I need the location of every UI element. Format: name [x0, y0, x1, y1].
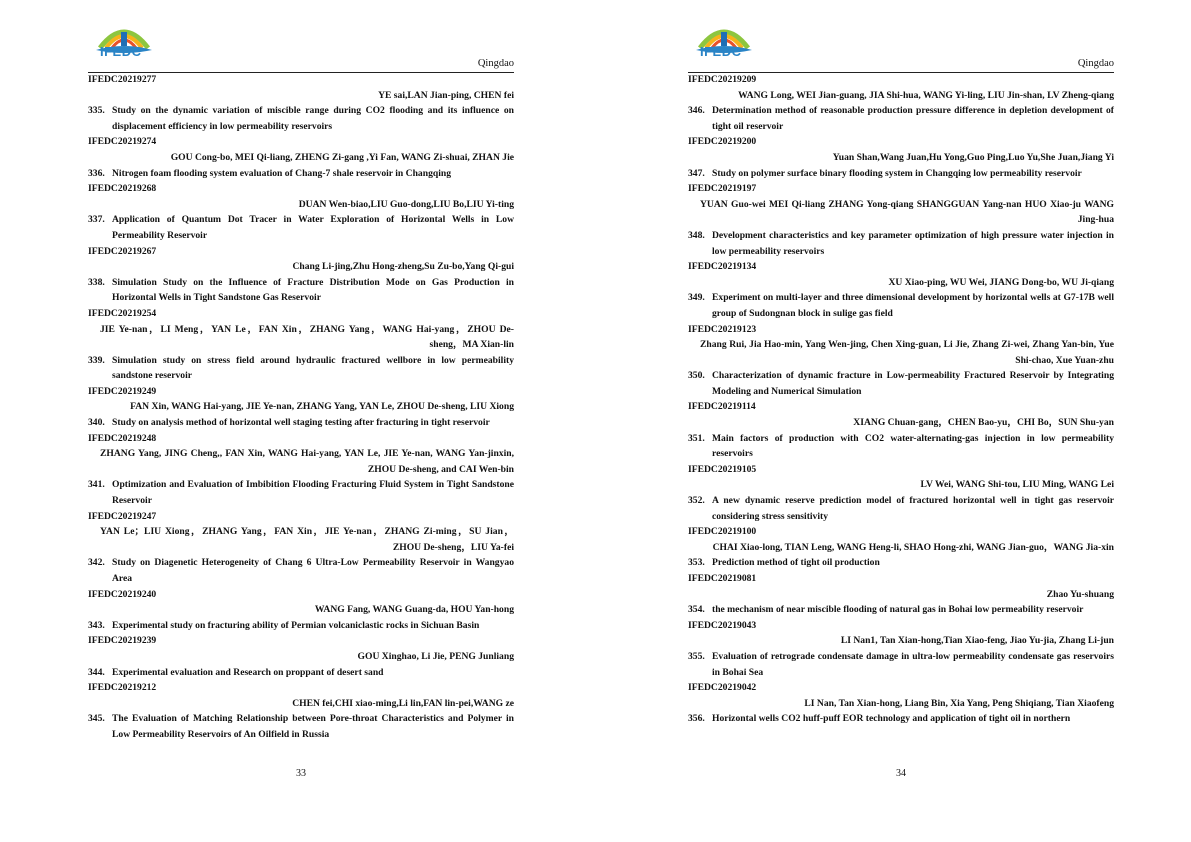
paper-title-text: Evaluation of retrograde condensate damage in ultra-low permeability condensate gas reservoirs in Bohai Sea [712, 650, 1114, 678]
author-list: ZHANG Yang, JING Cheng,, FAN Xin, WANG Hai-yang, YAN Le, JIE Ye-nan, WANG Yan-jinxin, ZHOU De-sheng, and CAI Wen-bin [100, 448, 514, 475]
paper-title [688, 602, 1114, 618]
paper-code: IFEDC20219267 [88, 245, 157, 257]
paper-title [688, 711, 1114, 727]
paper-code: IFEDC20219277 [88, 74, 157, 85]
paper-number: 354. [688, 604, 705, 616]
author-list: GOU Xinghao, Li Jie, PENG Junliang [357, 650, 514, 662]
author-list: YUAN Guo-wei MEI Qi-liang ZHANG Yong-qiang SHANGGUAN Yang-nan HUO Xiao-ju WANG Jing-hua [700, 198, 1114, 226]
paper-code: IFEDC20219105 [688, 463, 757, 475]
paper-title [88, 275, 514, 306]
paper-code: IFEDC20219254 [88, 307, 157, 319]
paper-title-text: Experimental evaluation and Research on proppant of desert sand [112, 666, 384, 678]
paper-number: 345. [88, 713, 105, 725]
paper-title-text: Simulation study on stress field around hydraulic fractured wellbore in low permeability sandstone reservoir [112, 354, 514, 382]
paper-title-text: The Evaluation of Matching Relationship between Pore-throat Characteristics and Polymer in Low Permeability Reservoirs of An Oilfield in Russia [112, 713, 514, 740]
entry-list [688, 72, 1114, 727]
paper-code: IFEDC20219249 [88, 385, 157, 397]
paper-code: IFEDC20219274 [88, 136, 157, 148]
paper-title-text: Simulation Study on the Influence of Fracture Distribution Mode on Gas Production in Horizontal Wells in Tight Sandstone Gas Reservoir [112, 276, 514, 304]
paper-title [688, 166, 1114, 182]
paper-number: 350. [688, 370, 705, 382]
paper-title-text: Study on analysis method of horizontal well staging testing after fracturing in tight reservoir [112, 417, 490, 429]
paper-title [688, 493, 1114, 524]
paper-title [88, 212, 514, 243]
paper-title [88, 103, 514, 134]
author-list: XIANG Chuan-gang，CHEN Bao-yu，CHI Bo，SUN Shu-yan [853, 417, 1114, 429]
paper-number: 353. [688, 557, 705, 569]
page-number: 33 [296, 768, 306, 779]
header-city: Qingdao [477, 58, 514, 69]
author-list: YE sai,LAN Jian-ping, CHEN fei [378, 89, 514, 101]
paper-code: IFEDC20219200 [688, 136, 757, 148]
author-list: DUAN Wen-biao,LIU Guo-dong,LIU Bo,LIU Yi-ting [298, 198, 514, 210]
paper-number: 346. [688, 105, 705, 117]
paper-title-text: Experiment on multi-layer and three dimensional development by horizontal wells at G7-17B well group of Sudongnan block in sulige gas field [712, 292, 1114, 319]
paper-title-text: Study on polymer surface binary flooding system in Changqing low permeability reservoir [712, 167, 1082, 179]
author-list: Zhang Rui, Jia Hao-min, Yang Wen-jing, Chen Xing-guan, Li Jie, Zhang Zi-wei, Zhang Yan-bin, Yue Shi-chao, Xue Yuan-zhu [700, 339, 1114, 366]
author-list: Chang Li-jing,Zhu Hong-zheng,Su Zu-bo,Yang Qi-gui [292, 261, 514, 273]
paper-title [88, 353, 514, 384]
paper-title [688, 228, 1114, 259]
paper-code: IFEDC20219239 [88, 635, 157, 647]
paper-number: 336. [88, 167, 105, 179]
paper-title [688, 431, 1114, 462]
paper-number: 344. [88, 666, 105, 678]
author-list: CHEN fei,CHI xiao-ming,Li lin,FAN lin-pei,WANG ze [292, 697, 514, 709]
paper-code: IFEDC20219240 [88, 588, 157, 600]
paper-number: 347. [688, 167, 705, 179]
author-list: CHAI Xiao-long, TIAN Leng, WANG Heng-li, SHAO Hong-zhi, WANG Jian-guo，WANG Jia-xin [712, 541, 1114, 553]
author-list: LI Nan1, Tan Xian-hong,Tian Xiao-feng, Jiao Yu-jia, Zhang Li-jun [840, 635, 1114, 647]
paper-title [688, 103, 1114, 134]
paper-number: 355. [688, 650, 705, 662]
author-list: WANG Fang, WANG Guang-da, HOU Yan-hong [314, 604, 514, 616]
paper-title-text: Study on the dynamic variation of miscible range during CO2 flooding and its influence on displacement efficiency in low permeability reservoirs [112, 105, 514, 132]
paper-title-text: Horizontal wells CO2 huff-puff EOR technology and application of tight oil in northern [712, 713, 1071, 725]
author-list: XU Xiao-ping, WU Wei, JIANG Dong-bo, WU Ji-qiang [888, 276, 1114, 288]
page-34 [596, 0, 1191, 842]
paper-number: 339. [88, 354, 105, 366]
paper-code: IFEDC20219209 [688, 74, 757, 85]
author-list: FAN Xin, WANG Hai-yang, JIE Ye-nan, ZHANG Yang, YAN Le, ZHOU De-sheng, LIU Xiong [130, 401, 514, 413]
paper-code: IFEDC20219114 [688, 401, 756, 413]
paper-title-text: Characterization of dynamic fracture in Low-permeability Fractured Reservoir by Integrating Modeling and Numerical Simulation [712, 370, 1114, 397]
paper-number: 356. [688, 713, 705, 725]
author-list: LV Wei, WANG Shi-tou, LIU Ming, WANG Lei [920, 479, 1114, 491]
paper-title [88, 477, 514, 508]
paper-title [88, 555, 514, 586]
paper-title [88, 711, 514, 742]
paper-code: IFEDC20219123 [688, 323, 757, 335]
paper-title [88, 618, 514, 634]
paper-code: IFEDC20219212 [88, 682, 157, 694]
logo-text: IFEDC [700, 44, 742, 59]
author-list: Zhao Yu-shuang [1046, 588, 1114, 600]
paper-title [88, 665, 514, 681]
paper-title [688, 649, 1114, 680]
header-city: Qingdao [1077, 58, 1114, 69]
paper-code: IFEDC20219134 [688, 261, 757, 273]
paper-title-text: Application of Quantum Dot Tracer in Water Exploration of Horizontal Wells in Low Permeability Reservoir [112, 214, 514, 241]
paper-title-text: Prediction method of tight oil production [712, 557, 880, 569]
paper-title [88, 415, 514, 431]
paper-number: 335. [88, 105, 105, 117]
paper-number: 349. [688, 292, 705, 304]
paper-title-text: Main factors of production with CO2 water-alternating-gas injection in low permeability reservoirs [712, 432, 1114, 460]
author-list: LI Nan, Tan Xian-hong, Liang Bin, Xia Yang, Peng Shiqiang, Tian Xiaofeng [804, 697, 1114, 709]
paper-title-text: the mechanism of near miscible flooding of natural gas in Bohai low permeability reservoir [712, 604, 1084, 616]
page-33 [0, 0, 595, 842]
paper-title [688, 290, 1114, 321]
paper-code: IFEDC20219248 [88, 432, 157, 444]
paper-title-text: Study on Diagenetic Heterogeneity of Chang 6 Ultra-Low Permeability Reservoir in Wangyao Area [112, 557, 514, 584]
paper-title-text: Development characteristics and key parameter optimization of high pressure water injection in low permeability reservoirs [712, 229, 1114, 257]
paper-title-text: Nitrogen foam flooding system evaluation of Chang-7 shale reservoir in Changqing [112, 167, 451, 179]
paper-code: IFEDC20219197 [688, 183, 757, 195]
logo-text: IFEDC [100, 44, 142, 59]
page-number: 34 [896, 768, 906, 779]
entry-list [88, 72, 514, 743]
paper-number: 348. [688, 229, 705, 241]
author-list: JIE Ye-nan，LI Meng，YAN Le，FAN Xin，ZHANG Yang，WANG Hai-yang，ZHOU De-sheng，MA Xian-lin [100, 323, 514, 351]
paper-number: 340. [88, 417, 105, 429]
paper-title [688, 555, 1114, 571]
paper-title-text: A new dynamic reserve prediction model of fractured horizontal well in tight gas reservoir considering stress sensitivity [712, 495, 1114, 522]
paper-number: 341. [88, 479, 105, 491]
paper-title [688, 368, 1114, 399]
paper-code: IFEDC20219100 [688, 526, 757, 538]
paper-code: IFEDC20219042 [688, 682, 757, 694]
paper-code: IFEDC20219268 [88, 183, 157, 195]
paper-title [88, 166, 514, 182]
paper-code: IFEDC20219081 [688, 573, 757, 584]
author-list: GOU Cong-bo, MEI Qi-liang, ZHENG Zi-gang ,Yi Fan, WANG Zi-shuai, ZHAN Jie [170, 151, 514, 163]
paper-number: 352. [688, 495, 705, 507]
paper-title-text: Determination method of reasonable production pressure difference in depletion development of tight oil reservoir [712, 105, 1114, 132]
paper-number: 338. [88, 276, 105, 288]
paper-number: 351. [688, 432, 705, 444]
author-list: Yuan Shan,Wang Juan,Hu Yong,Guo Ping,Luo Yu,She Juan,Jiang Yi [832, 151, 1114, 163]
paper-number: 337. [88, 214, 105, 226]
paper-title-text: Experimental study on fracturing ability of Permian volcaniclastic rocks in Sichuan Basin [112, 619, 480, 631]
paper-number: 342. [88, 557, 105, 569]
paper-code: IFEDC20219043 [688, 619, 757, 631]
paper-number: 343. [88, 619, 105, 631]
paper-title-text: Optimization and Evaluation of Imbibition Flooding Fracturing Fluid System in Tight Sandstone Reservoir [112, 479, 514, 507]
author-list: WANG Long, WEI Jian-guang, JIA Shi-hua, WANG Yi-ling, LIU Jin-shan, LV Zheng-qiang [738, 89, 1114, 101]
author-list: YAN Le；LIU Xiong，ZHANG Yang，FAN Xin，JIE Ye-nan，ZHANG Zi-ming，SU Jian，ZHOU De-sheng，LIU Ya-fei [100, 526, 514, 553]
paper-code: IFEDC20219247 [88, 510, 157, 522]
